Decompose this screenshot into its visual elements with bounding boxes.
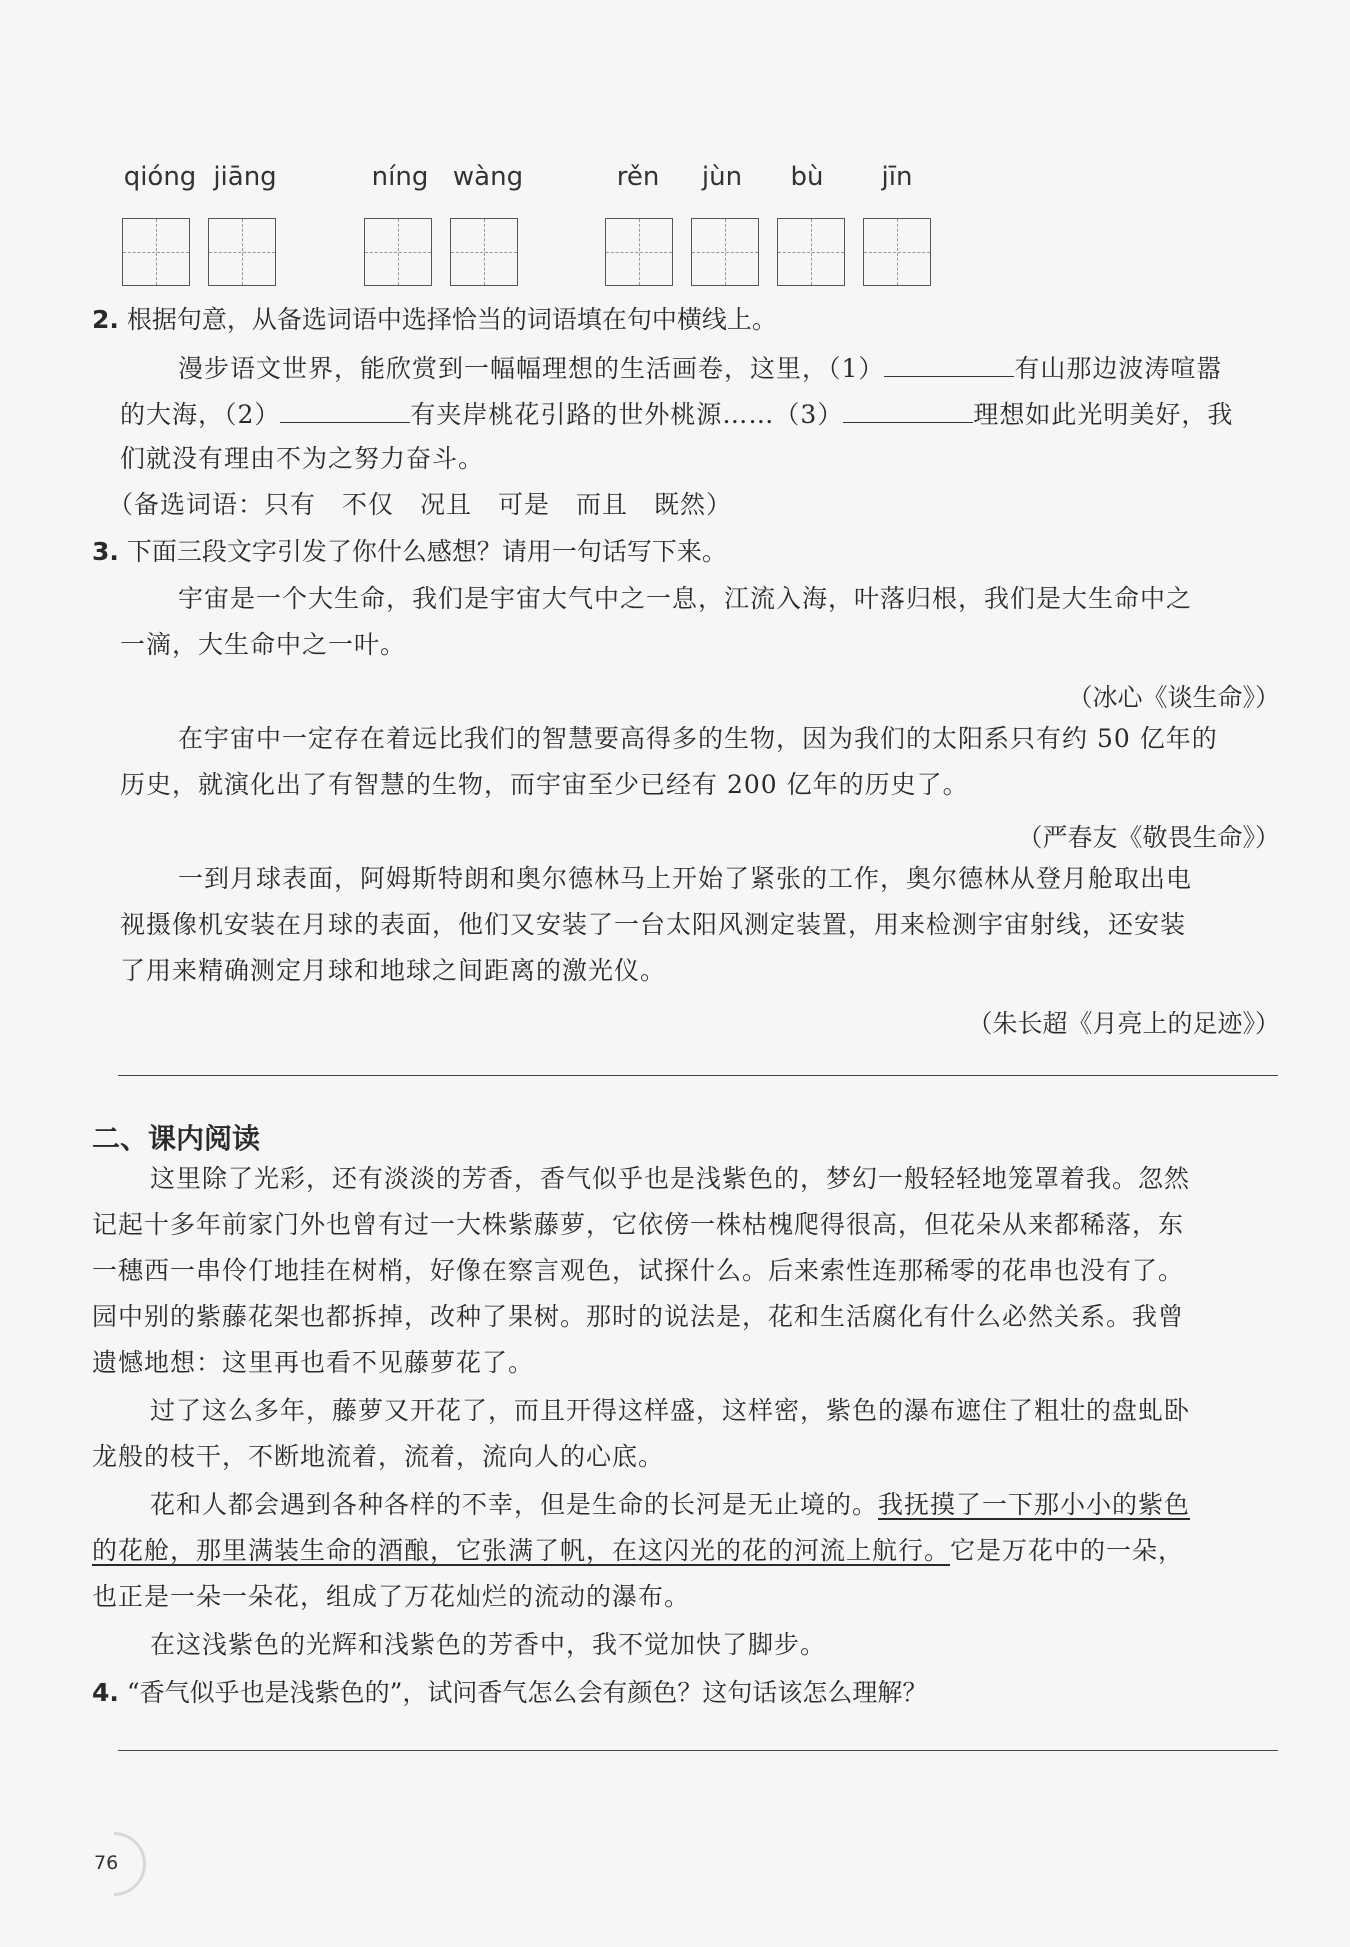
question-prompt: “香气似乎也是浅紫色的”，试问香气怎么会有颜色？这句话该怎么理解？	[126, 1678, 928, 1707]
passage-line: 一滴，大生命中之一叶。	[120, 630, 407, 659]
character-grid-cell[interactable]	[450, 218, 518, 286]
character-grid-cell[interactable]	[605, 218, 673, 286]
answer-line-q3[interactable]	[118, 1075, 1278, 1076]
reading-line: 在这浅紫色的光辉和浅紫色的芳香中，我不觉加快了脚步。	[150, 1630, 827, 1659]
text-segment: 它是万花中的一朵，	[950, 1536, 1185, 1565]
q2-paragraph-line: 们就没有理由不为之努力奋斗。	[120, 444, 485, 473]
pinyin-label: jùn	[701, 162, 743, 192]
passage-line: 在宇宙中一定存在着远比我们的智慧要高得多的生物，因为我们的太阳系只有约 50 亿年的	[178, 724, 1218, 753]
reading-line: 园中别的紫藤花架也都拆掉，改种了果树。那时的说法是，花和生活腐化有什么必然关系。我曾	[92, 1302, 1185, 1331]
pinyin-label: jiāng	[213, 162, 277, 192]
pinyin-label: bù	[790, 162, 824, 192]
text-segment: 漫步语文世界，能欣赏到一幅幅理想的生活画卷，这里，（1）	[178, 354, 885, 383]
question-number: 4.	[92, 1678, 119, 1707]
text-segment: 有山那边波涛喧嚣	[1014, 354, 1223, 383]
page-number: 76	[94, 1852, 119, 1874]
answer-line-q4[interactable]	[118, 1750, 1278, 1751]
passage-line: 历史，就演化出了有智慧的生物，而宇宙至少已经有 200 亿年的历史了。	[120, 770, 969, 799]
text-segment: 花和人都会遇到各种各样的不幸，但是生命的长河是无止境的。	[150, 1490, 879, 1519]
passage-line: 视摄像机安装在月球的表面，他们又安装了一台太阳风测定装置，用来检测宇宙射线，还安装	[120, 910, 1187, 939]
pinyin-row	[0, 162, 1350, 202]
pinyin-label: rěn	[616, 162, 660, 192]
text-segment: 理想如此光明美好，我	[973, 400, 1234, 429]
character-grid-cell[interactable]	[777, 218, 845, 286]
fill-blank-3[interactable]	[843, 400, 973, 423]
question-2	[92, 307, 777, 332]
source-citation: （朱长超《月亮上的足迹》）	[967, 1009, 1280, 1038]
q2-paragraph-line	[178, 354, 1222, 381]
character-grid-cell[interactable]	[122, 218, 190, 286]
underlined-sentence: 我抚摸了一下那小小的紫色	[878, 1490, 1191, 1519]
passage-line: 了用来精确测定月球和地球之间距离的激光仪。	[120, 956, 667, 985]
section-title: 二、课内阅读	[92, 1122, 261, 1155]
text-segment: 有夹岸桃花引路的世外桃源……（3）	[410, 400, 844, 429]
question-number: 3.	[92, 537, 119, 566]
character-grid-cell[interactable]	[863, 218, 931, 286]
passage-line: 宇宙是一个大生命，我们是宇宙大气中之一息，江流入海，叶落归根，我们是大生命中之	[178, 584, 1193, 613]
character-grid-cell[interactable]	[364, 218, 432, 286]
question-prompt: 根据句意，从备选词语中选择恰当的词语填在句中横线上。	[126, 305, 777, 334]
reading-line: 一穗西一串伶仃地挂在树梢，好像在察言观色，试探什么。后来索性连那稀零的花串也没有了。	[92, 1256, 1185, 1285]
question-4	[92, 1680, 927, 1705]
underlined-sentence: 的花舱，那里满装生命的酒酿，它张满了帆，在这闪光的花的河流上航行。	[92, 1536, 951, 1565]
word-options: （备选词语：只有 不仅 况且 可是 而且 既然）	[108, 490, 733, 519]
pinyin-label: jīn	[881, 162, 913, 192]
character-grid-row	[0, 218, 1350, 290]
source-citation: （严春友《敬畏生命》）	[1017, 823, 1280, 852]
question-prompt: 下面三段文字引发了你什么感想？请用一句话写下来。	[126, 537, 727, 566]
reading-line: 龙般的枝干，不断地流着，流着，流向人的心底。	[92, 1442, 665, 1471]
page-number-badge	[82, 1832, 144, 1894]
reading-line: 也正是一朵一朵花，组成了万花灿烂的流动的瀑布。	[92, 1582, 691, 1611]
passage-line: 一到月球表面，阿姆斯特朗和奥尔德林马上开始了紧张的工作，奥尔德林从登月舱取出电	[178, 864, 1193, 893]
reading-line	[150, 1492, 1190, 1517]
source-citation: （冰心《谈生命》）	[1067, 683, 1280, 712]
character-grid-cell[interactable]	[208, 218, 276, 286]
character-grid-cell[interactable]	[691, 218, 759, 286]
text-segment: 的大海，（2）	[120, 400, 281, 429]
reading-line	[92, 1538, 1184, 1563]
reading-line: 遗憾地想：这里再也看不见藤萝花了。	[92, 1348, 535, 1377]
pinyin-label: qióng	[123, 162, 197, 192]
reading-line: 这里除了光彩，还有淡淡的芳香，香气似乎也是浅紫色的，梦幻一般轻轻地笼罩着我。忽然	[150, 1164, 1191, 1193]
fill-blank-2[interactable]	[280, 400, 410, 423]
pinyin-label: níng	[371, 162, 429, 192]
question-3	[92, 539, 727, 564]
reading-line: 过了这么多年，藤萝又开花了，而且开得这样盛，这样密，紫色的瀑布遮住了粗壮的盘虬卧	[150, 1396, 1191, 1425]
reading-line: 记起十多年前家门外也曾有过一大株紫藤萝，它依傍一株枯槐爬得很高，但花朵从来都稀落，东	[92, 1210, 1185, 1239]
q2-paragraph-line	[120, 400, 1233, 427]
pinyin-label: wàng	[452, 162, 524, 192]
fill-blank-1[interactable]	[884, 354, 1014, 377]
question-number: 2.	[92, 305, 119, 334]
